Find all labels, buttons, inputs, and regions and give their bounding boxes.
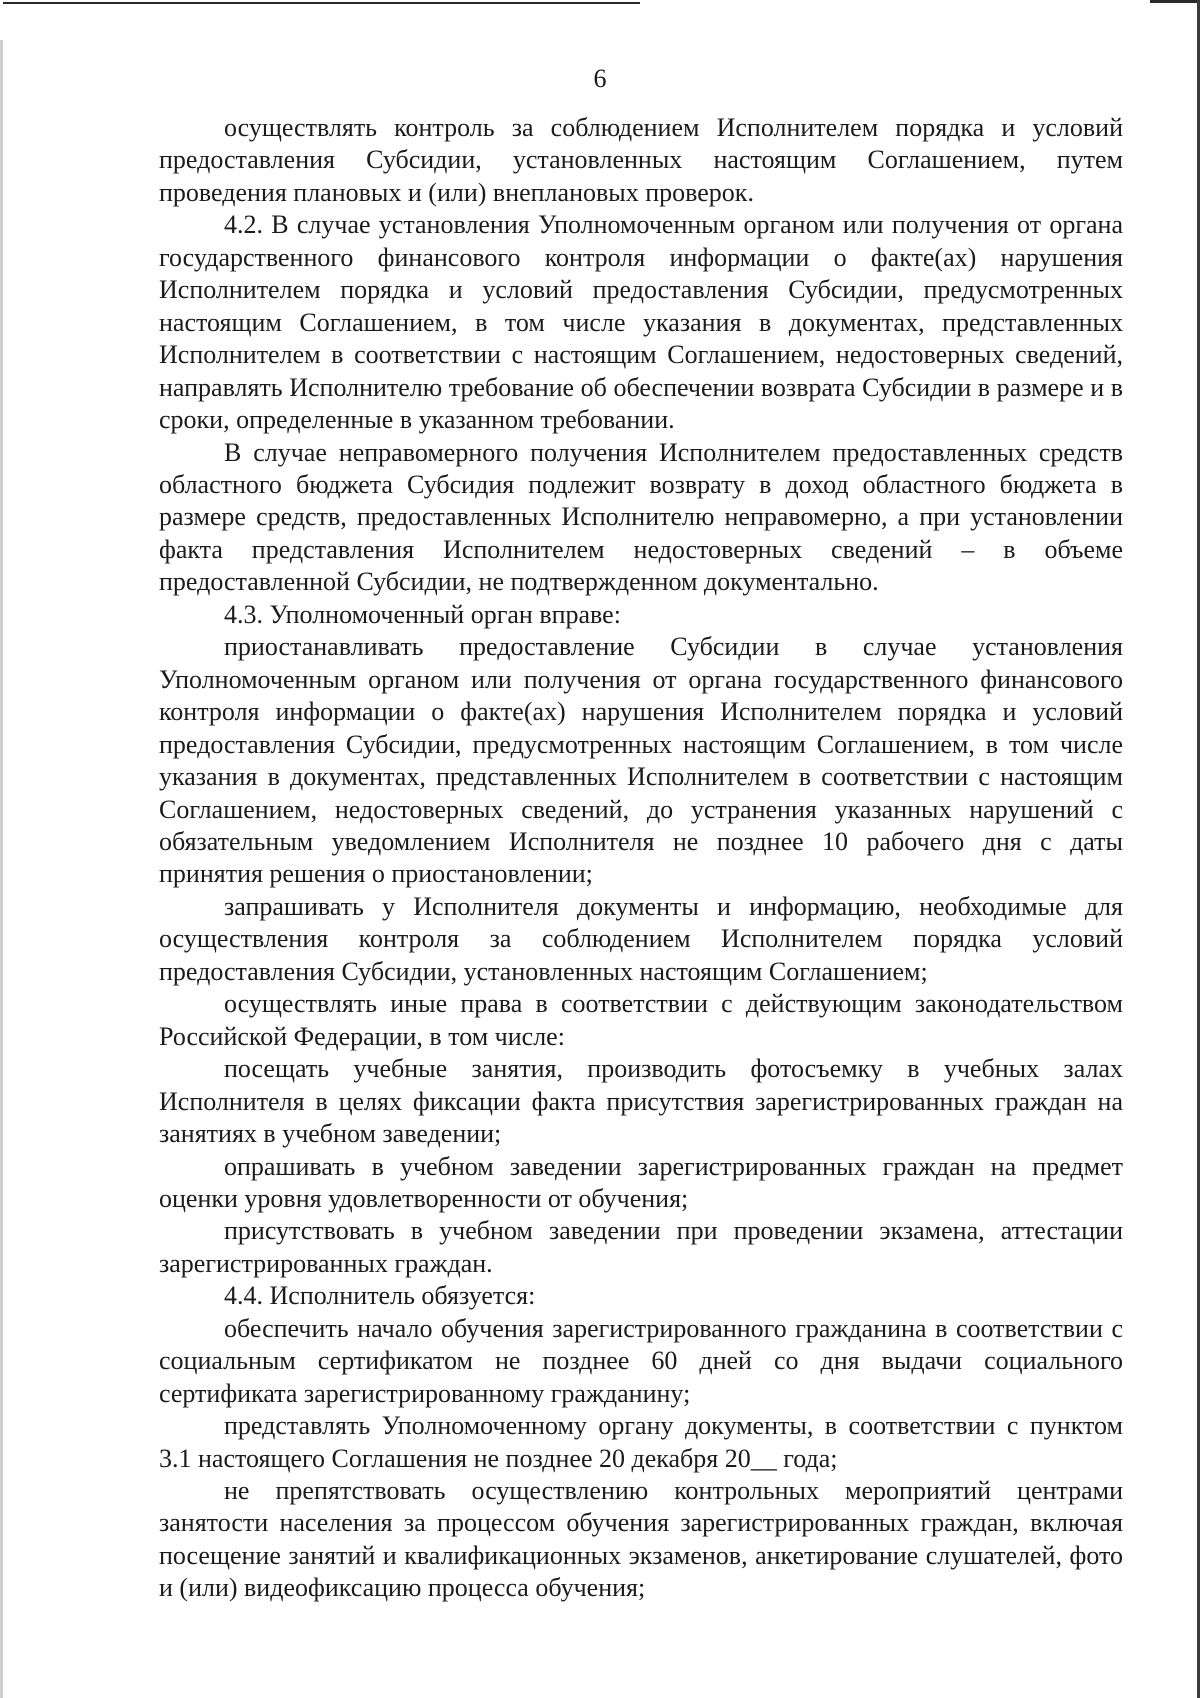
paragraph-survey-citizens: опрашивать в учебном заведении зарегистрированных граждан на предмет оценки уровня удовлетворенности от обучения; bbox=[159, 1151, 1123, 1213]
paragraph-4-3-heading: 4.3. Уполномоченный орган вправе: bbox=[224, 599, 621, 629]
paragraph-4-4-heading: 4.4. Исполнитель обязуется: bbox=[224, 1281, 536, 1311]
paragraph-attend-exams: присутствовать в учебном заведении при проведении экзамена, аттестации зарегистрированных граждан. bbox=[159, 1216, 1123, 1278]
scan-border-left bbox=[0, 0, 3, 1698]
paragraph-ensure-start: обеспечить начало обучения зарегистрированного гражданина в соответствии с социальным сертификатом не позднее 60 дней со дня выдачи социального сертификата зарегистрированному гражданину; bbox=[159, 1313, 1123, 1408]
paragraph-visit-classes: посещать учебные занятия, производить фотосъемку в учебных залах Исполнителя в целях фиксации факта присутствия зарегистрированных граждан на занятиях в учебном заведении; bbox=[159, 1054, 1123, 1149]
paragraph-control-checks: осуществлять контроль за соблюдением Исполнителем порядка и условий предоставления Субсидии, установленных настоящим Соглашением, путем проведения плановых и (или) внеплановых проверок. bbox=[159, 113, 1123, 207]
paragraph-unlawful-receipt: В случае неправомерного получения Исполнителем предоставленных средств областного бюджета Субсидия подлежит возврату в доход областного бюджета в размере средств, предоставленных Исполнителю неправомерно, а при установлении факта представления Исполнителем недостоверных сведений – в объеме предоставленной Субсидии, не подтвержденном документально. bbox=[159, 437, 1123, 597]
paragraph-4-2: 4.2. В случае установления Уполномоченным органом или получения от органа государственного финансового контроля информации о факте(ах) нарушения Исполнителем порядка и условий предоставления Субсидии, предусмотренных настоящим Соглашением, в том числе указания в документах, представленных Исполнителем в соответствии с настоящим Соглашением, недостоверных сведений, направлять Исполнителю требование об обеспечении возврата Субсидии в размере и в сроки, определенные в указанном требовании. bbox=[159, 210, 1123, 435]
paragraph-other-rights: осуществлять иные права в соответствии с действующим законодательством Российской Федерации, в том числе: bbox=[159, 989, 1123, 1051]
paragraph-submit-documents: представлять Уполномоченному органу документы, в соответствии с пунктом 3.1 настоящего Соглашения не позднее 20 декабря 20__ года; bbox=[159, 1411, 1123, 1473]
paragraph-suspend-subsidy: приостанавливать предоставление Субсидии в случае установления Уполномоченным органом или получения от органа государственного финансового контроля информации о факте(ах) нарушения Исполнителем порядка и условий предоставления Субсидии, предусмотренных настоящим Соглашением, в том числе указания в документах, представленных Исполнителем в соответствии с настоящим Соглашением, недостоверных сведений, до устранения указанных нарушений с обязательным уведомлением Исполнителя не позднее 10 рабочего дня с даты принятия решения о приостановлении; bbox=[159, 632, 1123, 889]
paragraph-request-documents: запрашивать у Исполнителя документы и информацию, необходимые для осуществления контроля за соблюдением Исполнителем порядка условий предоставления Субсидии, установленных настоящим Соглашением; bbox=[159, 891, 1123, 986]
document-body bbox=[159, 112, 1123, 1605]
paragraph-no-obstruction: не препятствовать осуществлению контрольных мероприятий центрами занятости населения за процессом обучения зарегистрированных граждан, включая посещение занятий и квалификационных экзаменов, анкетирование слушателей, фото и (или) видеофиксацию процесса обучения; bbox=[159, 1476, 1123, 1603]
scan-border-top bbox=[0, 0, 1200, 6]
page-number: 6 bbox=[593, 64, 607, 93]
